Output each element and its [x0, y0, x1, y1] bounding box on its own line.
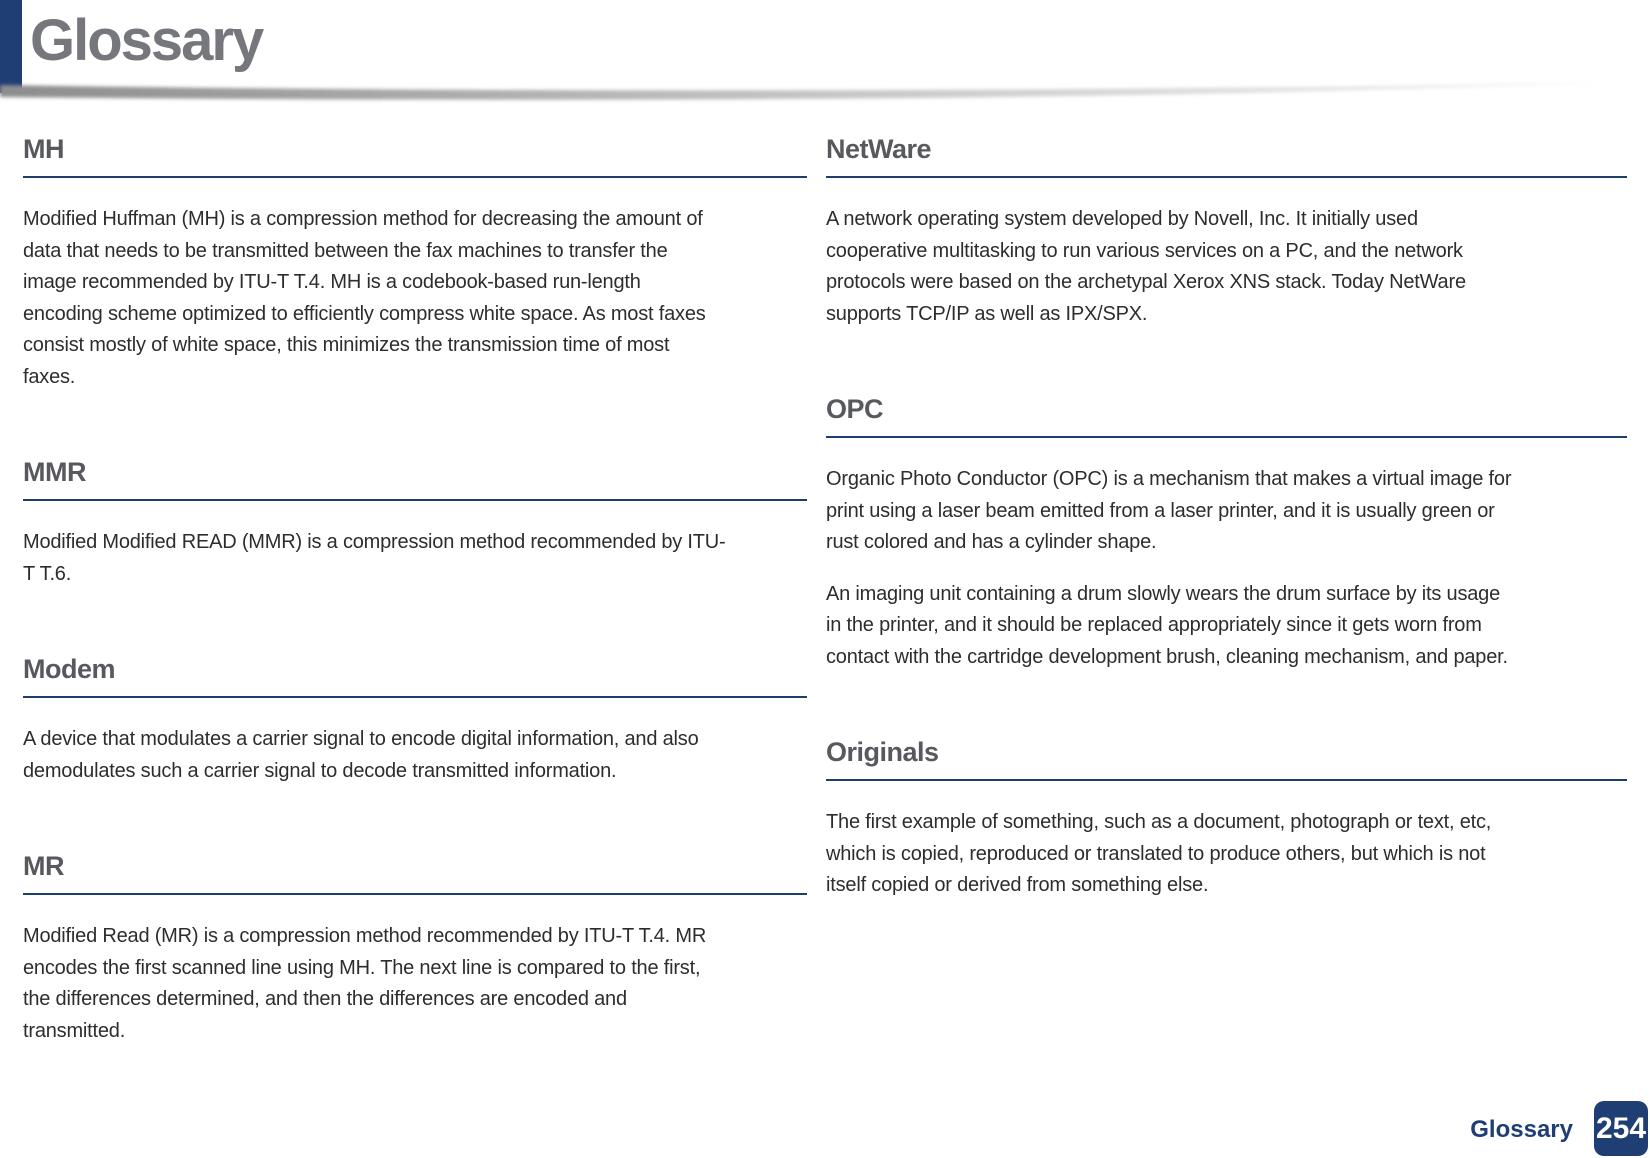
glossary-section [23, 652, 807, 787]
term-heading: MH [23, 132, 807, 178]
header-divider-swoosh [0, 0, 1650, 110]
definition-line: faxes. [23, 365, 76, 388]
glossary-section [23, 849, 807, 1047]
definition-line: Modified Modified READ (MMR) is a compression method recommended by ITU- [23, 531, 726, 553]
definition-line: An imaging unit containing a drum slowly wears the drum surface by its usage [826, 582, 1501, 605]
definition-line: Modified Read (MR) is a compression method recommended by ITU-T T.4. MR [23, 925, 707, 947]
definition-line: print using a laser beam emitted from a laser printer, and it is usually green or [826, 499, 1495, 522]
definition-line: Modified Huffman (MH) is a compression method for decreasing the amount of [23, 208, 703, 230]
definition-line: in the printer, and it should be replaced appropriately since it gets worn from [826, 614, 1482, 636]
definition-line: rust colored and has a cylinder shape. [826, 531, 1157, 553]
glossary-section [23, 455, 807, 590]
glossary-section [826, 392, 1627, 673]
definition-paragraph [23, 724, 807, 787]
term-heading: MR [23, 849, 807, 895]
definition-line: contact with the cartridge development brush, cleaning mechanism, and paper. [826, 645, 1508, 668]
definition-line: itself copied or derived from something else. [826, 874, 1209, 896]
definition-line: which is copied, reproduced or translated to produce others, but which is not [826, 842, 1486, 865]
glossary-section [23, 132, 807, 393]
term-heading: OPC [826, 392, 1627, 438]
definition-paragraph [23, 921, 807, 1047]
term-heading: MMR [23, 455, 807, 501]
glossary-section [826, 132, 1627, 330]
definition-line: A device that modulates a carrier signal to encode digital information, and also [23, 728, 699, 750]
definition-line: The first example of something, such as a document, photograph or text, etc, [826, 811, 1492, 833]
definition-line: consist mostly of white space, this minimizes the transmission time of most [23, 334, 670, 356]
definition-line: image recommended by ITU-T T.4. MH is a codebook-based run-length [23, 271, 641, 293]
definition-line: A network operating system developed by Novell, Inc. It initially used [826, 208, 1418, 230]
definition-line: transmitted. [23, 1019, 126, 1042]
definition-line: data that needs to be transmitted between the fax machines to transfer the [23, 239, 668, 262]
definition-paragraph [826, 464, 1627, 559]
term-heading: Modem [23, 652, 807, 698]
definition-line: cooperative multitasking to run various services on a PC, and the network [826, 239, 1463, 262]
page-number-badge: 254 [1594, 1101, 1648, 1156]
glossary-column-left [23, 132, 807, 1109]
term-heading: Originals [826, 735, 1627, 781]
definition-line: demodulates such a carrier signal to decode transmitted information. [23, 759, 617, 782]
term-heading: NetWare [826, 132, 1627, 178]
definition-paragraph [826, 204, 1627, 330]
definition-paragraph [826, 807, 1627, 902]
definition-paragraph [23, 527, 807, 590]
definition-line: the differences determined, and then the differences are encoded and [23, 988, 627, 1010]
definition-line: T T.6. [23, 562, 72, 585]
definition-paragraph [23, 204, 807, 393]
page-title: Glossary [30, 8, 263, 73]
definition-line: protocols were based on the archetypal Xerox XNS stack. Today NetWare [826, 271, 1466, 293]
footer-section-label: Glossary [1470, 1116, 1573, 1143]
definition-line: Organic Photo Conductor (OPC) is a mechanism that makes a virtual image for [826, 468, 1512, 490]
definition-line: encodes the first scanned line using MH. The next line is compared to the first, [23, 956, 701, 979]
definition-line: supports TCP/IP as well as IPX/SPX. [826, 302, 1148, 325]
glossary-column-right [826, 132, 1627, 964]
glossary-section [826, 735, 1627, 902]
definition-paragraph [826, 579, 1627, 674]
definition-line: encoding scheme optimized to efficiently compress white space. As most faxes [23, 302, 706, 325]
